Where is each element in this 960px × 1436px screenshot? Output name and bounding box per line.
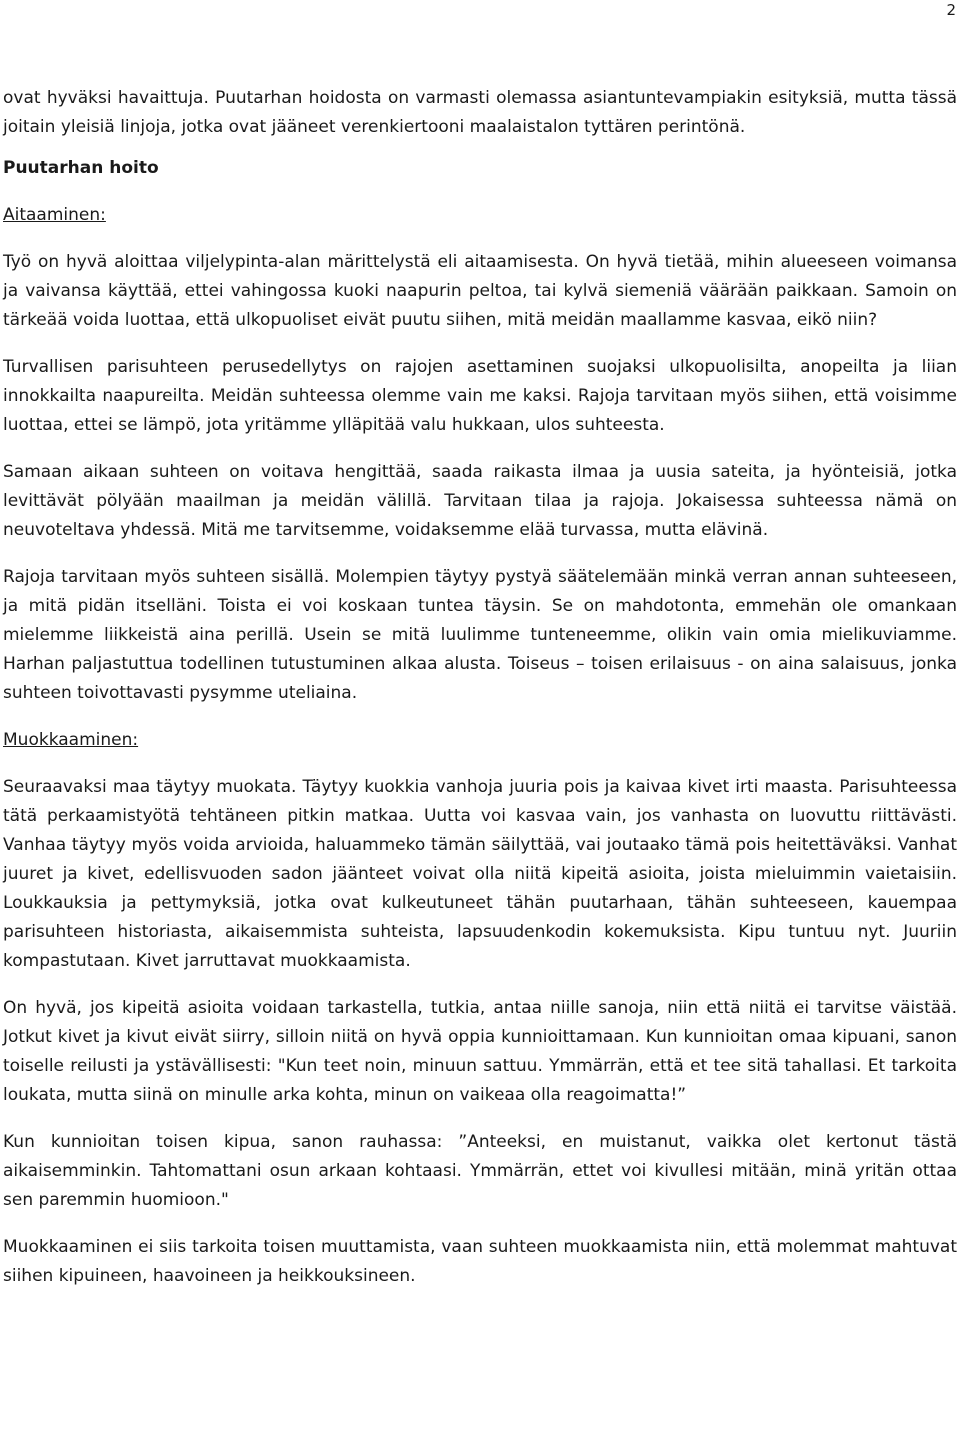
subheading-aitaaminen: Aitaaminen: — [3, 205, 106, 225]
subheading-muokkaaminen: Muokkaaminen: — [3, 730, 139, 750]
paragraph-aitaaminen-1: Työ on hyvä aloittaa viljelypinta-alan märittelystä eli aitaamisesta. On hyvä tietää, mihin alueeseen voimansa ja vaivansa käyttää, ettei vahingossa kuoki naapurin peltoa, tai kylvä siemeniä väärään paikkaan. Samoin on tärkeää voida luottaa, että ulkopuoliset eivät puutu siihen, mitä meidän maallamme kasvaa, eikö niin? — [3, 252, 957, 330]
paragraph-aitaaminen-4: Rajoja tarvitaan myös suhteen sisällä. Molempien täytyy pystyä säätelemään minkä verran annan suhteeseen, ja mitä pidän itselläni. Toista ei voi koskaan tuntea täysin. Se on mahdotonta, emmehän ole omankaan mielemme liikkeistä aina perillä. Usein se mitä luulimme tunteneemme, olikin vain omia mielikuviamme. Harhan paljastuttua todellinen tutustuminen alkaa alusta. Toiseus – toisen erilaisuus - on aina salaisuus, jonka suhteen toivottavasti pysymme uteliaina. — [3, 567, 957, 703]
paragraph-muokkaaminen-2: On hyvä, jos kipeitä asioita voidaan tarkastella, tutkia, antaa niille sanoja, niin että niitä ei tarvitse väistää. Jotkut kivet ja kivut eivät siirry, silloin niitä on hyvä oppia kunnioittamaan. Kun kunnioitan omaa kipuani, sanon toiselle reilusti ja ystävällisesti: "Kun teet noin, minuun sattuu. Ymmärrän, että et tee sitä tahallasi. Et tarkoita loukata, mutta siinä on minulle arka kohta, minun on vaikeaa olla reagoimatta!” — [3, 998, 957, 1105]
paragraph-muokkaaminen-1: Seuraavaksi maa täytyy muokata. Täytyy kuokkia vanhoja juuria pois ja kaivaa kivet irti maasta. Parisuhteessa tätä perkaamistyötä tehtäneen pitkin matkaa. Uutta voi kasvaa vain, jos vanhasta on luovuttu riittävästi. Vanhaa täytyy myös voida arvioida, haluammeko tämän säilyttää, vai joutaako tämä pois heitettäväksi. Vanhat juuret ja kivet, edellisvuoden sadon jäänteet voivat olla niitä kipeitä asioita, joista mieluimmin vaietaisiin. Loukkauksia ja pettymyksiä, jotka ovat kulkeutuneet tähän puutarhaan, tähän suhteeseen, kauempaa parisuhteen historiasta, aikaisemmista suhteista, lapsuudenkodin kokemuksista. Kipu tuntuu nyt. Juuriin kompastutaan. Kivet jarruttavat muokkaamista. — [3, 777, 957, 971]
paragraph-muokkaaminen-4: Muokkaaminen ei siis tarkoita toisen muuttamista, vaan suhteen muokkaamista niin, että molemmat mahtuvat siihen kipuineen, haavoineen ja heikkouksineen. — [3, 1237, 957, 1286]
intro-paragraph: ovat hyväksi havaittuja. Puutarhan hoidosta on varmasti olemassa asiantuntevampiakin esityksiä, mutta tässä joitain yleisiä linjoja, jotka ovat jääneet verenkiertooni maalaistalon tyttären perintönä. — [3, 88, 957, 137]
page-number: 2 — [946, 1, 956, 19]
document-body — [3, 84, 957, 1309]
paragraph-aitaaminen-2: Turvallisen parisuhteen perusedellytys on rajojen asettaminen suojaksi ulkopuolisilta, anopeilta ja liian innokkailta naapureilta. Meidän suhteessa olemme vain me kaksi. Rajoja tarvitaan myös siihen, että voisimme luottaa, ettei se lämpö, jota yritämme ylläpitää valu hukkaan, ulos suhteesta. — [3, 357, 957, 435]
paragraph-aitaaminen-3: Samaan aikaan suhteen on voitava hengittää, saada raikasta ilmaa ja uusia sateita, ja hyönteisiä, jotka levittävät pölyään maailman ja meidän välillä. Tarvitaan tilaa ja rajoja. Jokaisessa suhteessa nämä on neuvoteltava yhdessä. Mitä me tarvitsemme, voidaksemme elää turvassa, mutta elävinä. — [3, 462, 957, 540]
section-heading-puutarhan-hoito: Puutarhan hoito — [3, 158, 159, 178]
paragraph-muokkaaminen-3: Kun kunnioitan toisen kipua, sanon rauhassa: ”Anteeksi, en muistanut, vaikka olet kertonut tästä aikaisemminkin. Tahtomattani osun arkaan kohtaasi. Ymmärrän, ettet voi kivullesi mitään, minä yritän ottaa sen paremmin huomioon." — [3, 1132, 957, 1210]
